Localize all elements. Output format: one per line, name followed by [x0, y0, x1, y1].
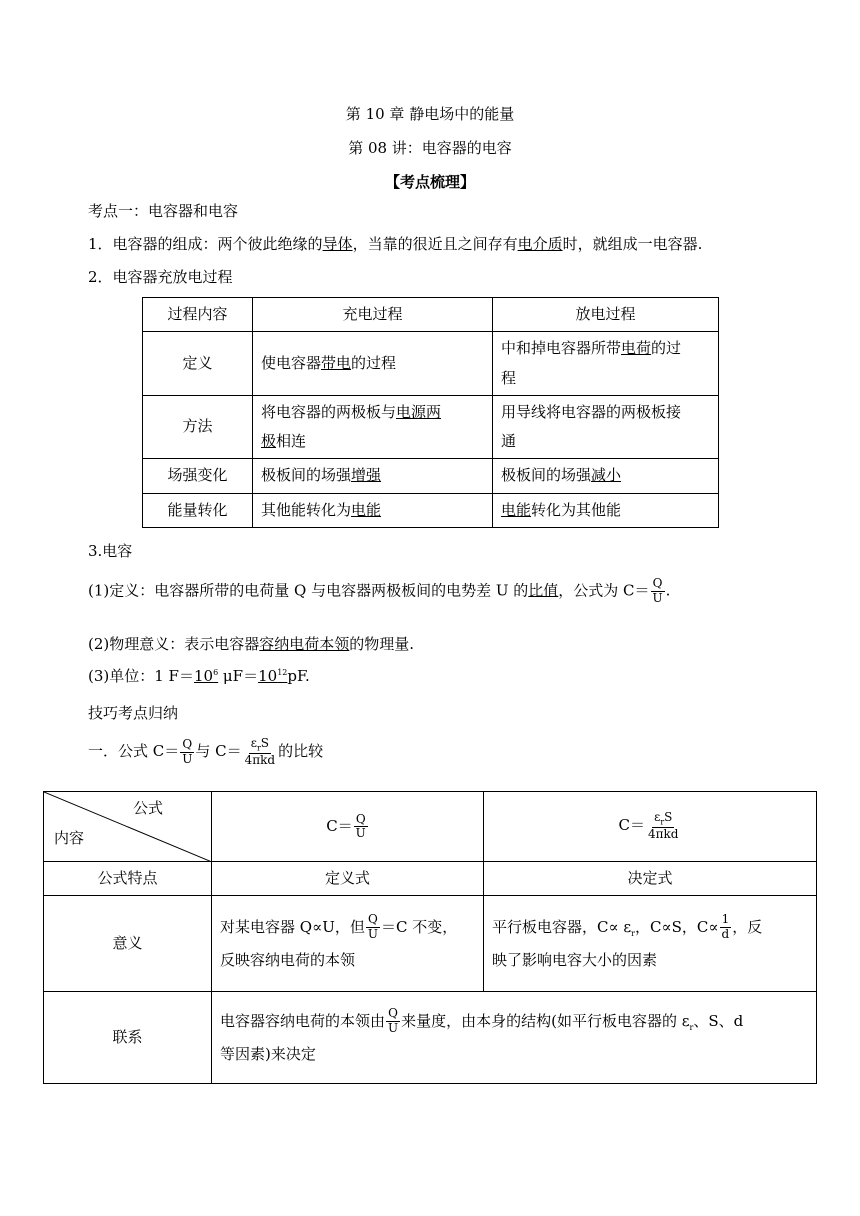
- point1-item2: 2．电容器充放电过程: [88, 268, 233, 286]
- row-label: 能量转化: [143, 493, 253, 527]
- table-cell: 将电容器的两极板与电源两 极相连: [253, 395, 493, 459]
- row-label: 场强变化: [143, 459, 253, 493]
- row-label: 方法: [143, 395, 253, 459]
- table-cell: 中和掉电容器所带电荷的过 程: [493, 332, 719, 396]
- diagonal-header-cell: 公式 内容: [44, 792, 212, 862]
- table-cell: 决定式: [484, 862, 817, 896]
- table-cell: 用导线将电容器的两极板接 通: [493, 395, 719, 459]
- table-row: [143, 395, 719, 459]
- formula-det-header: C＝ $\frac{\varepsilon_rS}{\text{4πkd}}$: [484, 792, 817, 862]
- table-cell: 电容器容纳电荷的本领由 $\frac{Q}{U}$ 来量度，由本身的结构(如平行板电容器的 $\varepsilon_r$、S、d 等因素)来决定: [212, 992, 817, 1084]
- row-label: 公式特点: [44, 862, 212, 896]
- table-cell: 极板间的场强减小: [493, 459, 719, 493]
- formula-compare-table: [43, 791, 817, 1084]
- table-row: [44, 896, 817, 992]
- table-cell: 使电容器带电的过程: [253, 332, 493, 396]
- formula-def-header: C＝ $\frac{Q}{U}$: [212, 792, 484, 862]
- table-row: [143, 332, 719, 396]
- row-label: 定义: [143, 332, 253, 396]
- fraction: $\frac{Q}{U}$: [652, 576, 663, 605]
- table-cell: 定义式: [212, 862, 484, 896]
- section-title: 【考点梳理】: [384, 173, 475, 191]
- table-cell: 平行板电容器，$C\propto \varepsilon_r$，C∝S，C∝ $\frac{1}{d}$ ，反 映了影响电容大小的因素: [484, 896, 817, 992]
- capacitance-definition: (1)定义：电容器所带的电荷量 Q 与电容器两极板间的电势差 U 的比值，公式为 C＝ $\frac{Q}{U}$ .: [88, 576, 671, 605]
- lecture-title: 第 08 讲：电容器的电容: [348, 139, 512, 157]
- table-header: 放电过程: [493, 298, 719, 332]
- formula-compare-heading: 一．公式 C＝ $\frac{Q}{U}$ 与 C＝ $\frac{\varepsilon_rS}{\text{4πkd}}$ 的比较: [88, 736, 324, 767]
- point1-item1: 1．电容器的组成：两个彼此绝缘的导体，当靠的很近且之间存有电介质时，就组成一电容器.: [88, 235, 703, 253]
- charge-discharge-table: [142, 297, 719, 528]
- table-cell: 极板间的场强增强: [253, 459, 493, 493]
- table-header: 过程内容: [143, 298, 253, 332]
- skills-title: 技巧考点归纳: [88, 704, 179, 722]
- table-row: [44, 862, 817, 896]
- table-cell: 电能转化为其他能: [493, 493, 719, 527]
- table-row: [44, 792, 817, 862]
- table-row: [143, 493, 719, 527]
- table-row: [44, 992, 817, 1084]
- capacitance-meaning: (2)物理意义：表示电容器容纳电荷本领的物理量.: [88, 635, 415, 653]
- table-cell: 其他能转化为电能: [253, 493, 493, 527]
- table-cell: 对某电容器 Q∝U，但 $\frac{Q}{U}$ ＝C 不变， 反映容纳电荷的本领: [212, 896, 484, 992]
- capacitance-unit: (3)单位：1 $F=10^6$ $\mu F=10^{12}pF$.: [88, 667, 310, 685]
- point1-title: 考点一：电容器和电容: [88, 202, 239, 220]
- table-row: [143, 459, 719, 493]
- table-row: [143, 298, 719, 332]
- chapter-title: 第 10 章 静电场中的能量: [345, 105, 515, 123]
- capacitance-title: 3.电容: [88, 542, 133, 560]
- row-label: 意义: [44, 896, 212, 992]
- table-header: 充电过程: [253, 298, 493, 332]
- row-label: 联系: [44, 992, 212, 1084]
